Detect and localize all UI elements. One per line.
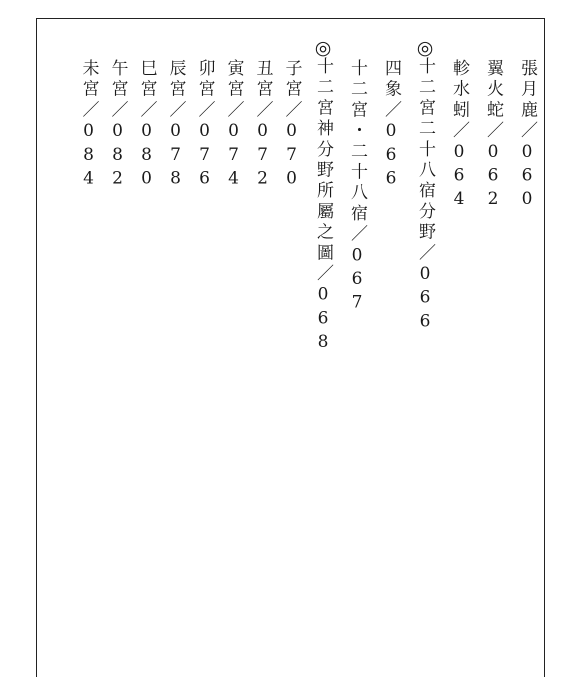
toc-entry[interactable] [161,39,190,192]
toc-entry[interactable] [476,39,510,213]
toc-entry[interactable] [248,39,277,192]
toc-entry-text: 辰宮／078 [165,59,186,193]
toc-entry[interactable] [132,39,161,192]
bullseye-mark-icon: ◎ [416,37,434,59]
toc-entry-text: 寅宮／074 [223,59,244,193]
toc-entry-text: 翼火蛇／062 [483,59,503,213]
toc-entry-text: 軫水蚓／064 [449,59,469,213]
toc-entry-text: 丑宮／072 [252,59,273,193]
toc-entry[interactable] [306,39,340,356]
toc-entry-text: 四象／066 [381,59,401,193]
toc-entry[interactable] [340,39,374,316]
toc-entry-text: 子宮／070 [281,59,302,193]
toc-entry[interactable] [374,39,408,192]
toc-entry-text: 張月鹿／060 [517,59,537,213]
toc-entry-text: 十二宮・二十八宿／067 [347,59,367,317]
toc-entry[interactable] [219,39,248,192]
toc-entry-text: 午宮／082 [107,59,128,193]
bullseye-mark-icon: ◎ [314,37,332,59]
toc-entry[interactable] [510,39,544,213]
toc-entry[interactable] [103,39,132,192]
page-frame [36,18,545,677]
toc-entry-text: 巳宮／080 [136,59,157,193]
toc-entry[interactable] [190,39,219,192]
table-of-contents [74,39,544,639]
toc-entry[interactable] [408,39,442,335]
toc-entry-text: 十二宮二十八宿分野／066 [415,57,435,336]
toc-entry[interactable] [277,39,306,192]
toc-entry-text: 未宮／084 [78,59,99,193]
toc-entry-text: 卯宮／076 [194,59,215,193]
toc-entry[interactable] [74,39,103,192]
toc-entry-text: 十二宮神分野所屬之圖／068 [313,57,333,356]
toc-entry[interactable] [442,39,476,213]
